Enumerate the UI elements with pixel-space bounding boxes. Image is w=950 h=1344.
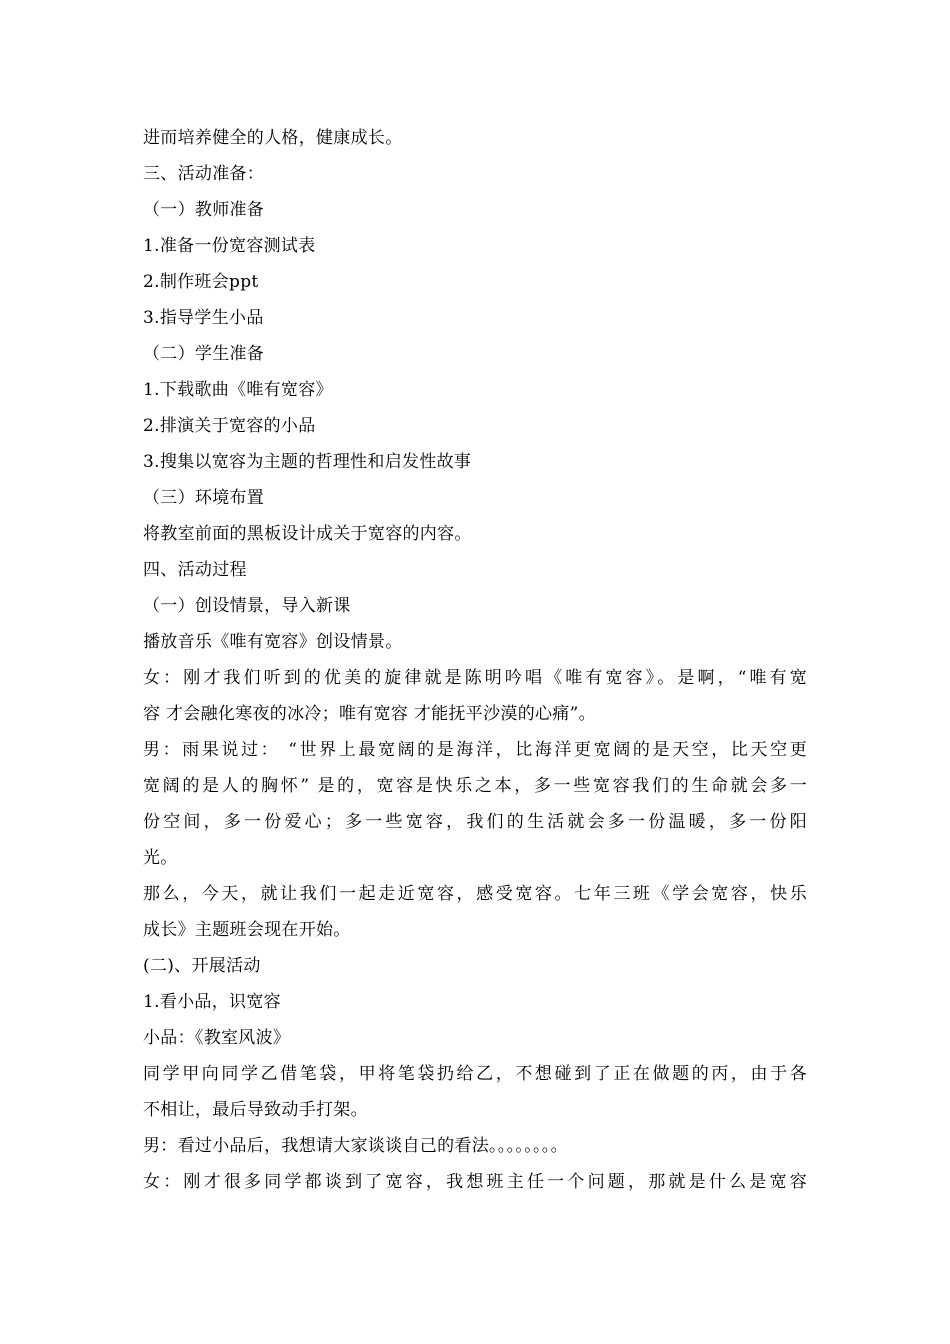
- text-line: 小品：《教室风波》: [143, 1028, 291, 1048]
- list-item: 2.排演关于宽容的小品: [143, 416, 316, 436]
- text-line: 男：看过小品后，我想请大家谈谈自己的看法。。。。。。。。: [143, 1136, 568, 1156]
- subsection-heading: （一）教师准备: [143, 200, 265, 220]
- paragraph-line: 女：刚才我们听到的优美的旋律就是陈明吟唱《唯有宽容》。是啊，“唯有宽: [143, 668, 807, 688]
- paragraph-line: 成长》主题班会现在开始。: [143, 920, 351, 940]
- subsection-heading: （三）环境布置: [143, 488, 265, 508]
- section-heading: 四、活动过程: [143, 560, 247, 580]
- section-heading: 三、活动准备：: [143, 164, 265, 184]
- paragraph-line: 份空间，多一份爱心；多一些宽容，我们的生活就会多一份温暖，多一份阳: [143, 812, 807, 832]
- paragraph-line: 容 才会融化寒夜的冰冷；唯有宽容 才能抚平沙漠的心痛”。: [143, 704, 596, 724]
- paragraph-line: 不相让，最后导致动手打架。: [143, 1100, 368, 1120]
- list-item: 2.制作班会ppt: [143, 272, 259, 292]
- subsection-heading: （二）学生准备: [143, 344, 265, 364]
- text-line: 进而培养健全的人格，健康成长。: [143, 128, 403, 148]
- paragraph-line: 宽阔的是人的胸怀” 是的，宽容是快乐之本，多一些宽容我们的生命就会多一: [143, 776, 807, 796]
- paragraph-line: 同学甲向同学乙借笔袋，甲将笔袋扔给乙，不想碰到了正在做题的丙，由于各: [143, 1064, 807, 1084]
- subsection-heading: （一）创设情景，导入新课: [143, 596, 351, 616]
- text-line: 播放音乐《唯有宽容》创设情景。: [143, 632, 403, 652]
- list-item: 1.准备一份宽容测试表: [143, 236, 316, 256]
- subsection-heading: (二)、开展活动: [143, 956, 261, 976]
- text-line: 将教室前面的黑板设计成关于宽容的内容。: [143, 524, 472, 544]
- paragraph-line: 那么，今天，就让我们一起走近宽容，感受宽容。七年三班《学会宽容，快乐: [143, 884, 807, 904]
- paragraph-line: 女：刚才很多同学都谈到了宽容，我想班主任一个问题，那就是什么是宽容: [143, 1172, 807, 1192]
- list-item: 1.看小品，识宽容: [143, 992, 281, 1012]
- list-item: 3.搜集以宽容为主题的哲理性和启发性故事: [143, 452, 472, 472]
- paragraph-line: 光。: [143, 848, 178, 868]
- list-item: 1.下载歌曲《唯有宽容》: [143, 380, 333, 400]
- list-item: 3.指导学生小品: [143, 308, 264, 328]
- paragraph-line: 男：雨果说过： “世界上最宽阔的是海洋，比海洋更宽阔的是天空，比天空更: [143, 740, 807, 760]
